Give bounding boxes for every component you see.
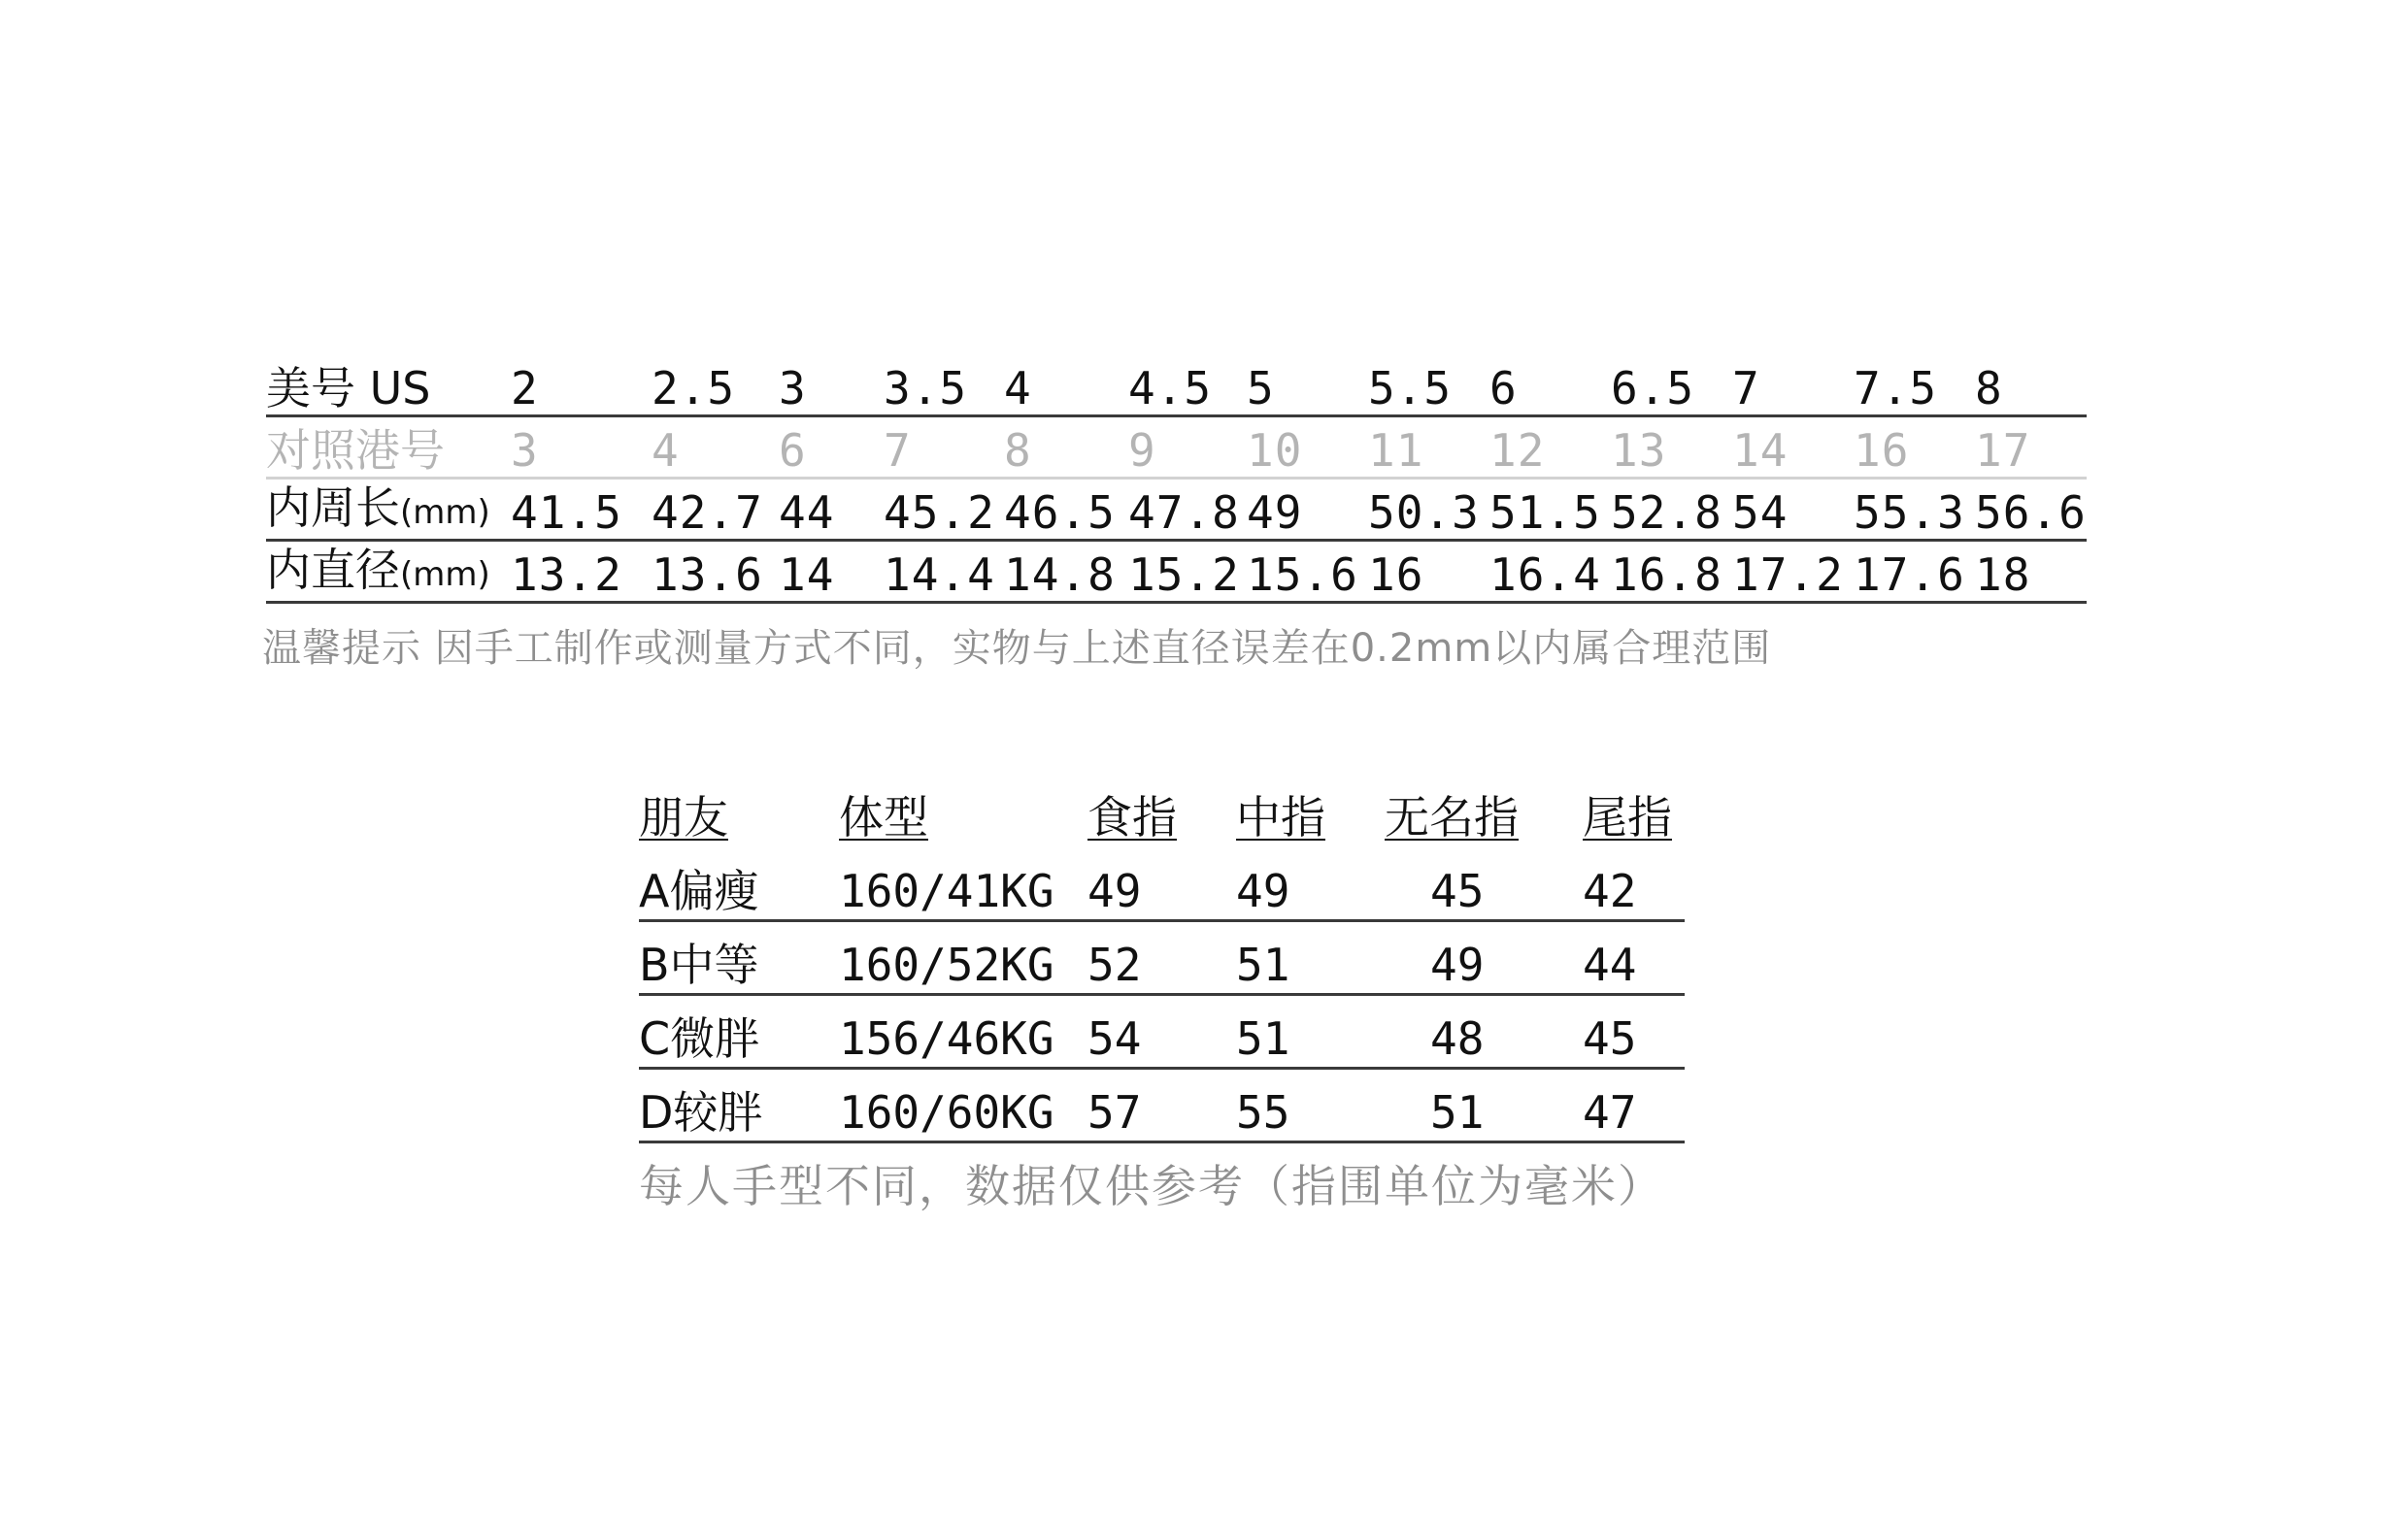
- finger-cell-friend: C微胖: [639, 1012, 760, 1065]
- size-cell: 13.2: [511, 548, 622, 601]
- size-row-label: [266, 424, 445, 477]
- header-pinky-finger: 尾指: [1583, 791, 1672, 844]
- size-cell: 3.5: [884, 362, 968, 414]
- size-cell: 4: [652, 424, 680, 477]
- finger-cell-middle: 49: [1236, 865, 1290, 917]
- finger-cell-body: 156/46KG: [839, 1012, 1054, 1065]
- finger-cell-ring: 49: [1430, 939, 1485, 991]
- size-cell: 6.5: [1611, 362, 1695, 414]
- finger-cell-friend: B中等: [639, 939, 759, 991]
- size-tip-note: 温馨提示 因手工制作或测量方式不同，实物与上述直径误差在0.2mm以内属合理范围: [262, 626, 1772, 671]
- finger-cell-body: 160/60KG: [839, 1086, 1054, 1139]
- size-cell: 55.3: [1854, 486, 1965, 539]
- finger-cell-friend: D较胖: [639, 1086, 763, 1139]
- size-cell: 7.5: [1854, 362, 1938, 414]
- size-cell: 6: [779, 424, 807, 477]
- finger-size-table: [639, 775, 1685, 1143]
- size-cell: 45.2: [884, 486, 995, 539]
- size-cell: 47.8: [1128, 486, 1240, 539]
- size-cell: 7: [884, 424, 912, 477]
- finger-table-row: [639, 848, 1685, 922]
- size-cell: 8: [1975, 362, 2003, 414]
- finger-cell-pinky: 42: [1583, 865, 1637, 917]
- finger-cell-pinky: 45: [1583, 1012, 1637, 1065]
- size-row-label-text: 美号 US: [266, 362, 431, 414]
- row-divider: [266, 601, 2087, 604]
- size-cell: 4: [1004, 362, 1032, 414]
- header-friend: 朋友: [639, 791, 728, 844]
- size-cell: 49: [1247, 486, 1303, 539]
- size-row-label-text: 内周长: [266, 481, 400, 534]
- size-cell: 16: [1854, 424, 1910, 477]
- finger-cell-pinky: 47: [1583, 1086, 1637, 1139]
- size-cell: 13: [1611, 424, 1667, 477]
- size-cell: 15.2: [1128, 548, 1240, 601]
- size-cell: 5.5: [1368, 362, 1453, 414]
- size-cell: 14.4: [884, 548, 995, 601]
- size-cell: 44: [779, 486, 835, 539]
- size-cell: 42.7: [652, 486, 763, 539]
- size-cell: 4.5: [1128, 362, 1213, 414]
- finger-cell-ring: 51: [1430, 1086, 1485, 1139]
- finger-table-row: [639, 922, 1685, 996]
- size-cell: 2.5: [652, 362, 736, 414]
- size-cell: 3: [511, 424, 539, 477]
- size-cell: 5: [1247, 362, 1275, 414]
- finger-table-header-row: [639, 775, 1685, 848]
- size-cell: 14: [1732, 424, 1789, 477]
- finger-table-row: [639, 996, 1685, 1070]
- size-cell: 18: [1975, 548, 2031, 601]
- size-cell: 12: [1489, 424, 1546, 477]
- size-cell: 10: [1247, 424, 1303, 477]
- size-cell: 14.8: [1004, 548, 1116, 601]
- size-cell: 16.8: [1611, 548, 1722, 601]
- size-cell: 11: [1368, 424, 1424, 477]
- size-row: [266, 480, 2087, 542]
- finger-cell-friend: A偏瘦: [639, 865, 759, 917]
- size-cell: 15.6: [1247, 548, 1358, 601]
- finger-cell-pinky: 44: [1583, 939, 1637, 991]
- finger-cell-ring: 48: [1430, 1012, 1485, 1065]
- finger-table-row: [639, 1070, 1685, 1143]
- size-cell: 3: [779, 362, 807, 414]
- finger-cell-body: 160/41KG: [839, 865, 1054, 917]
- ring-size-table: [266, 355, 2087, 604]
- header-ring-finger: 无名指: [1385, 791, 1519, 844]
- size-row-label: [266, 362, 431, 414]
- size-row-label: [266, 544, 490, 601]
- size-cell: 17: [1975, 424, 2031, 477]
- size-cell: 16.4: [1489, 548, 1601, 601]
- finger-cell-index: 54: [1087, 1012, 1142, 1065]
- row-divider: [639, 1141, 1685, 1143]
- size-row-label-text: 内直径: [266, 544, 400, 596]
- size-cell: 9: [1128, 424, 1156, 477]
- size-row: [266, 355, 2087, 417]
- size-row-label-unit: (mm): [400, 555, 490, 594]
- size-row: [266, 542, 2087, 604]
- finger-cell-index: 52: [1087, 939, 1142, 991]
- size-cell: 56.6: [1975, 486, 2087, 539]
- size-cell: 50.3: [1368, 486, 1480, 539]
- size-row-label: [266, 481, 490, 539]
- size-cell: 41.5: [511, 486, 622, 539]
- finger-cell-middle: 51: [1236, 939, 1290, 991]
- finger-cell-ring: 45: [1430, 865, 1485, 917]
- size-cell: 46.5: [1004, 486, 1116, 539]
- size-cell: 54: [1732, 486, 1789, 539]
- finger-cell-middle: 55: [1236, 1086, 1290, 1139]
- size-cell: 8: [1004, 424, 1032, 477]
- size-cell: 17.2: [1732, 548, 1844, 601]
- finger-cell-middle: 51: [1236, 1012, 1290, 1065]
- size-cell: 6: [1489, 362, 1518, 414]
- size-cell: 2: [511, 362, 539, 414]
- finger-reference-note: 每人手型不同，数据仅供参考（指围单位为毫米）: [639, 1160, 1664, 1212]
- size-cell: 51.5: [1489, 486, 1601, 539]
- size-cell: 52.8: [1611, 486, 1722, 539]
- size-row-label-text: 对照港号: [266, 424, 445, 477]
- size-row: [266, 417, 2087, 480]
- size-cell: 17.6: [1854, 548, 1965, 601]
- header-index-finger: 食指: [1087, 791, 1177, 844]
- size-cell: 16: [1368, 548, 1424, 601]
- finger-cell-index: 57: [1087, 1086, 1142, 1139]
- finger-cell-index: 49: [1087, 865, 1142, 917]
- size-cell: 14: [779, 548, 835, 601]
- size-cell: 13.6: [652, 548, 763, 601]
- size-row-label-unit: (mm): [400, 493, 490, 532]
- finger-cell-body: 160/52KG: [839, 939, 1054, 991]
- size-cell: 7: [1732, 362, 1760, 414]
- header-body-type: 体型: [839, 791, 928, 844]
- header-middle-finger: 中指: [1236, 791, 1325, 844]
